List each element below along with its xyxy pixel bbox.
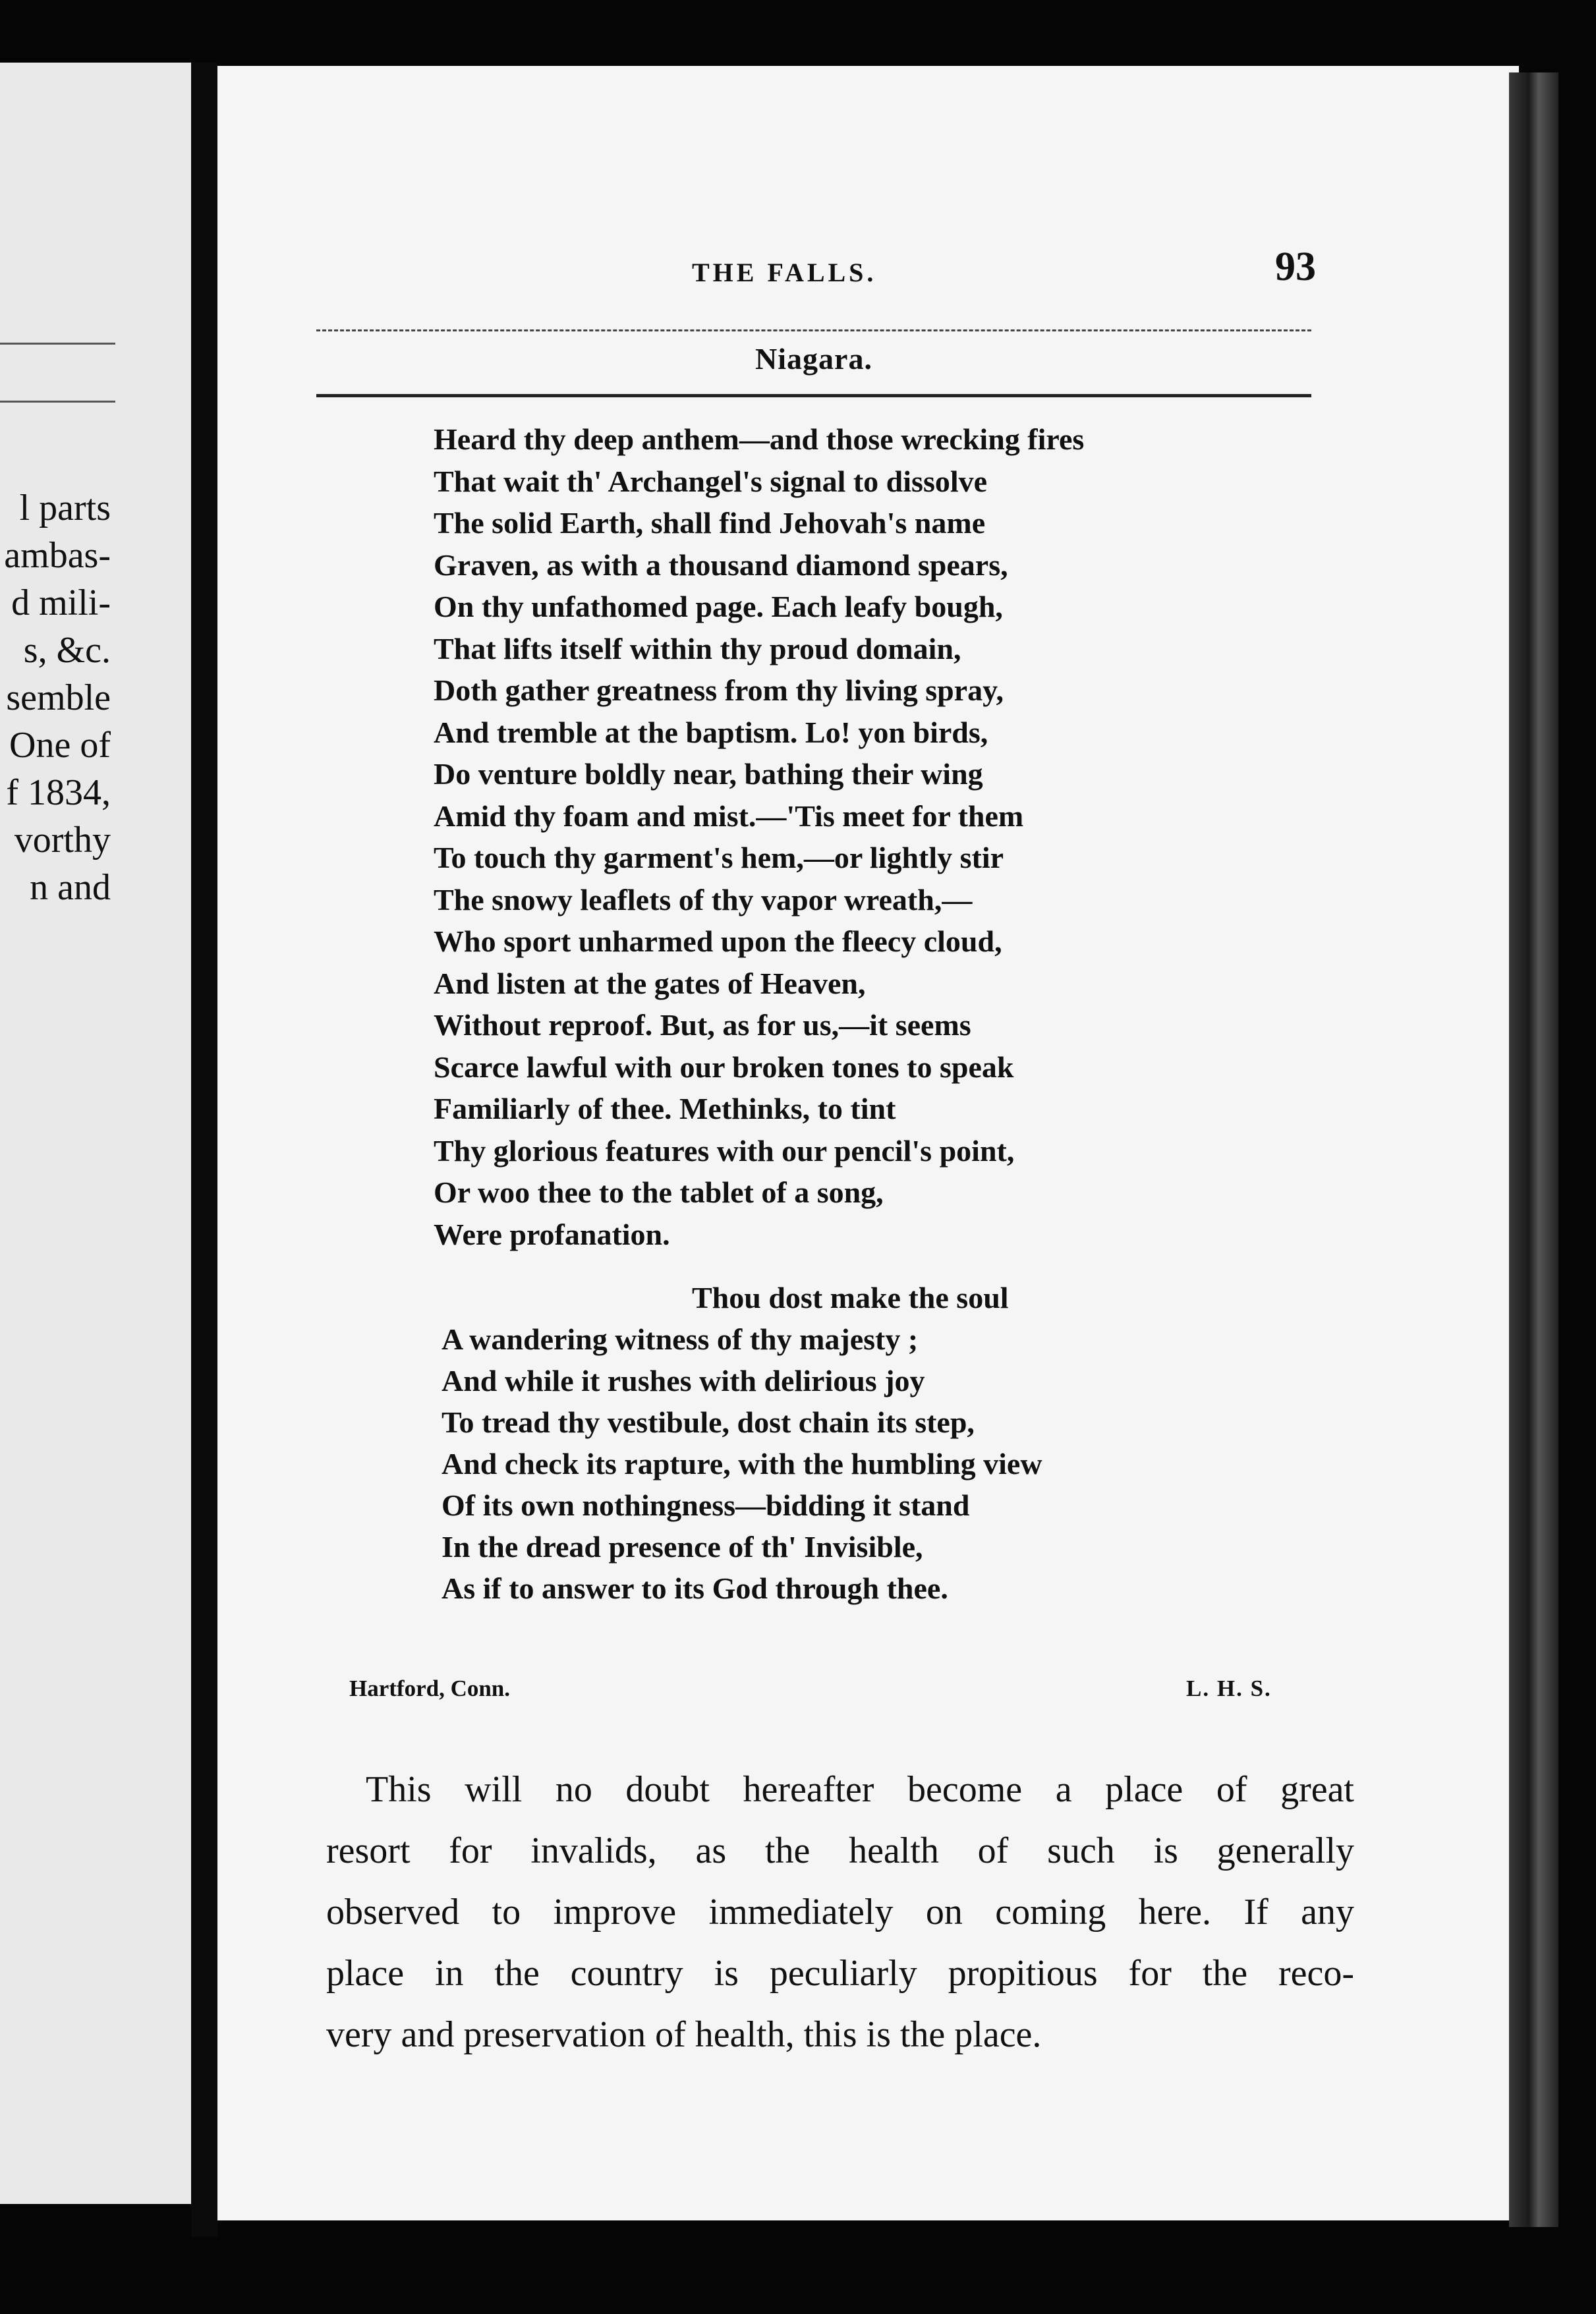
- poem-line: And check its rapture, with the humbling view: [442, 1447, 1042, 1481]
- poem-line: Familiarly of thee. Methinks, to tint: [434, 1092, 896, 1125]
- poem-stanza-2: [442, 1277, 1042, 1609]
- poem-line: The snowy leaflets of thy vapor wreath,—: [434, 882, 973, 917]
- prose-line: place in the country is peculiarly propitious for the reco-: [326, 1953, 1354, 1994]
- left-page-line: f 1834,: [6, 772, 111, 813]
- prose-line: very and preservation of health, this is the place.: [326, 2014, 1042, 2055]
- running-head: [217, 244, 1519, 303]
- left-page-line: ambas-: [4, 535, 111, 576]
- poem-line: Who sport unharmed upon the fleecy cloud,: [434, 924, 1002, 958]
- poem-line: Heard thy deep anthem—and those wrecking fires: [434, 422, 1085, 456]
- book-gutter: [191, 63, 217, 2237]
- poem-line: Were profanation.: [434, 1217, 670, 1251]
- left-page-rule-top: [0, 343, 115, 345]
- running-title: THE FALLS.: [692, 258, 877, 287]
- poem-line: To tread thy vestibule, dost chain its step,: [442, 1405, 975, 1439]
- poem-line: As if to answer to its God through thee.: [442, 1571, 948, 1605]
- page-edge-shadow: [1509, 72, 1558, 2227]
- poem-line: That wait th' Archangel's signal to dissolve: [434, 464, 988, 498]
- prose-paragraph: [326, 1759, 1354, 2066]
- poem-attribution-initials: L. H. S.: [1186, 1676, 1272, 1701]
- poem-line: Thou dost make the soul: [692, 1281, 1009, 1314]
- prose-line: observed to improve immediately on coming here. If any: [326, 1892, 1354, 1933]
- poem-line: The solid Earth, shall find Jehovah's name: [434, 506, 986, 540]
- poem-line: On thy unfathomed page. Each leafy bough,: [434, 590, 1003, 623]
- poem-line: And tremble at the baptism. Lo! yon birds,: [434, 715, 988, 749]
- poem-line: Amid thy foam and mist.—'Tis meet for them: [434, 799, 1024, 833]
- prose-line: This will no doubt hereafter become a place of great: [366, 1769, 1354, 1810]
- left-page-text: [0, 484, 111, 911]
- poem-line: Or woo thee to the tablet of a song,: [434, 1175, 884, 1209]
- poem-stanza-1: [434, 418, 1084, 1255]
- page-number: 93: [1275, 244, 1316, 289]
- left-page-line: l parts: [19, 488, 111, 528]
- poem-line: In the dread presence of th' Invisible,: [442, 1530, 923, 1564]
- left-page-line: vorthy: [14, 820, 111, 861]
- poem-line: That lifts itself within thy proud domain,: [434, 631, 961, 665]
- poem-line: Without reproof. But, as for us,—it seems: [434, 1008, 971, 1042]
- poem-attribution-place: Hartford, Conn.: [349, 1676, 511, 1701]
- poem-line: Scarce lawful with our broken tones to speak: [434, 1050, 1014, 1084]
- poem-line: And listen at the gates of Heaven,: [434, 966, 866, 1000]
- left-page-line: One of: [9, 725, 111, 766]
- poem-line: To touch thy garment's hem,—or lightly stir: [434, 841, 1004, 874]
- poem-line: And while it rushes with delirious joy: [442, 1364, 925, 1397]
- poem-line: Thy glorious features with our pencil's point,: [434, 1133, 1015, 1168]
- header-rule-dashed: [316, 329, 1311, 331]
- left-page-line: s, &c.: [23, 630, 111, 671]
- section-title: Niagara.: [755, 342, 872, 376]
- header-rule-solid: [316, 394, 1311, 397]
- left-facing-page: [0, 63, 191, 2204]
- prose-line: resort for invalids, as the health of such is generally: [326, 1830, 1354, 1871]
- left-page-line: semble: [6, 677, 111, 718]
- left-page-line: n and: [30, 867, 111, 908]
- poem-line: Of its own nothingness—bidding it stand: [442, 1488, 970, 1522]
- left-page-line: d mili-: [11, 582, 111, 623]
- poem-line: A wandering witness of thy majesty ;: [442, 1322, 919, 1356]
- poem-line: Graven, as with a thousand diamond spears,: [434, 548, 1008, 582]
- poem-line: Doth gather greatness from thy living spray,: [434, 673, 1004, 707]
- poem-line: Do venture boldly near, bathing their wing: [434, 757, 983, 791]
- book-page: [217, 66, 1519, 2220]
- left-page-rule-bottom: [0, 401, 115, 403]
